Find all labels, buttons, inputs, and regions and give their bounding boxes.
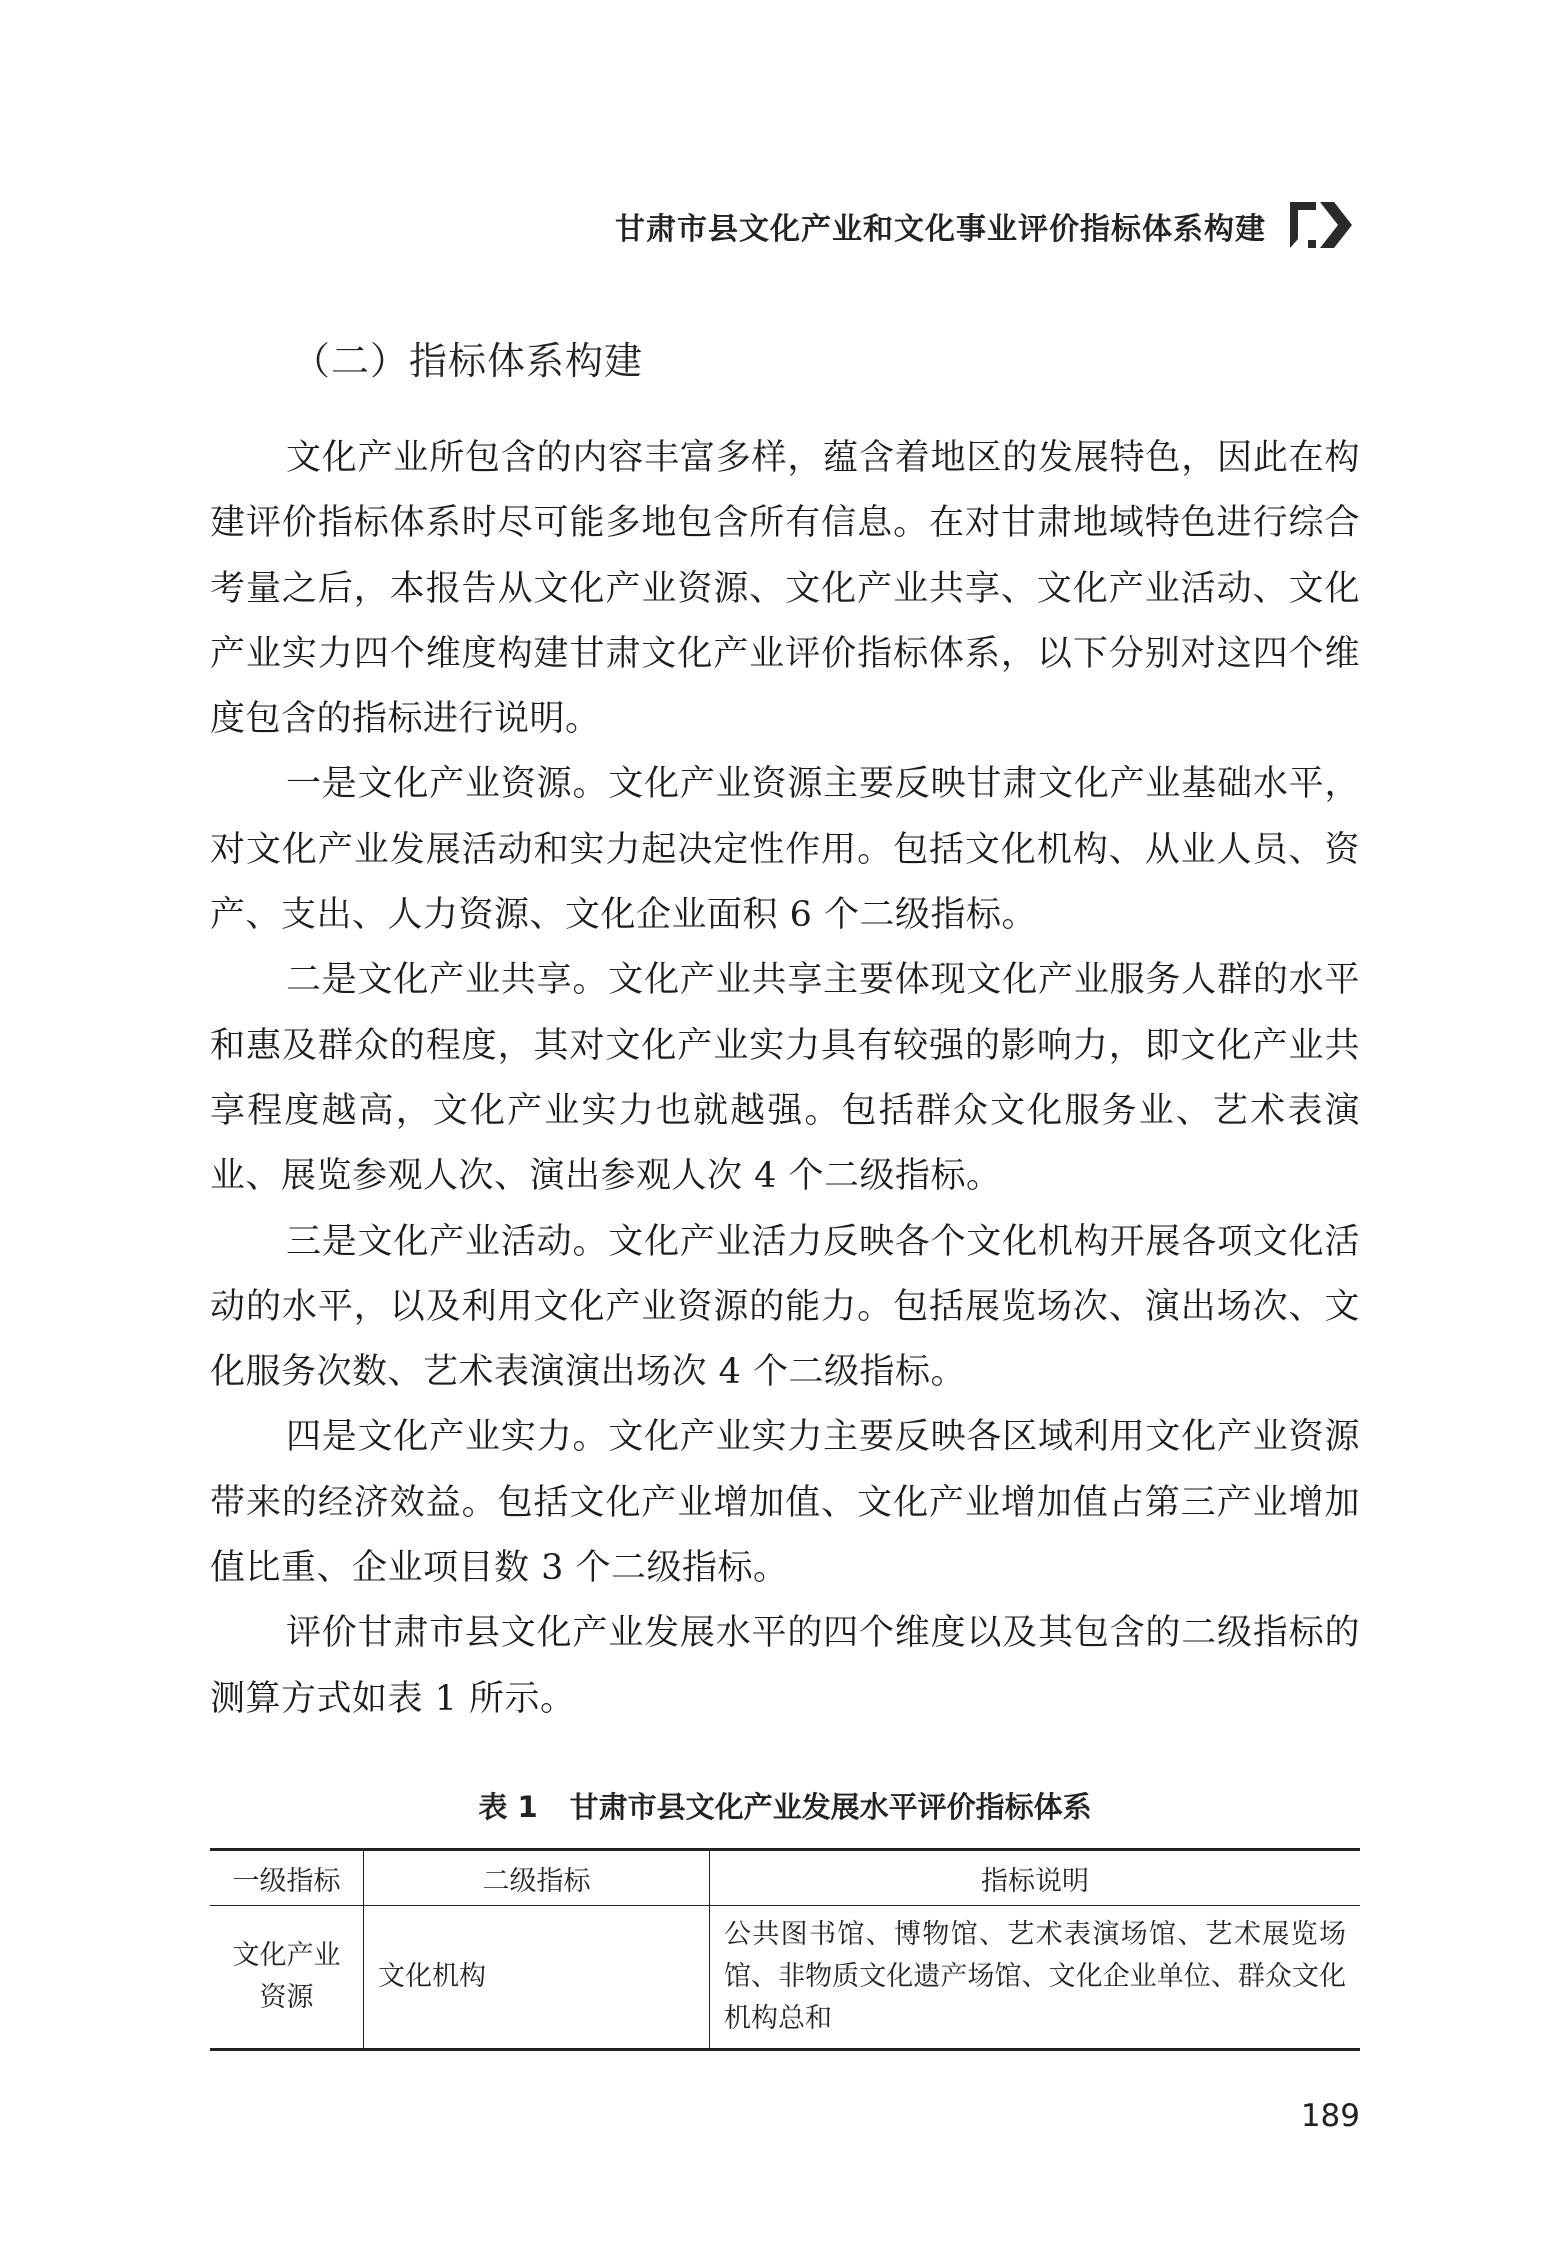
table-caption xyxy=(210,1785,1360,1826)
table-block xyxy=(210,1785,1360,2051)
body-text xyxy=(210,426,1360,1732)
section-heading: （二）指标体系构建 xyxy=(292,339,644,383)
running-title: 甘肃市县文化产业和文化事业评价指标体系构建 xyxy=(615,212,1266,247)
cell-level2: 文化机构 xyxy=(364,1906,710,2050)
paragraph-activities: 三是文化产业活动。文化产业活力反映各个文化机构开展各项文化活动的水平，以及利用文化产业资源的能力。包括展览场次、演出场次、文化服务次数、艺术表演演出场次 4 个二级指标。 xyxy=(210,1221,1360,1393)
table-header-row xyxy=(210,1850,1360,1906)
chapter-arrow-icon xyxy=(1286,198,1356,254)
paragraph-sharing: 二是文化产业共享。文化产业共享主要体现文化产业服务人群的水平和惠及群众的程度，其对文化产业实力具有较强的影响力，即文化产业共享程度越高，文化产业实力也就越强。包括群众文化服务业、艺术表演业、展览参观人次、演出参观人次 4 个二级指标。 xyxy=(210,960,1360,1197)
header-level2: 二级指标 xyxy=(364,1850,710,1906)
header-description: 指标说明 xyxy=(710,1850,1361,1906)
paragraph-intro: 文化产业所包含的内容丰富多样，蕴含着地区的发展特色，因此在构建评价指标体系时尽可能多地包含所有信息。在对甘肃地域特色进行综合考量之后，本报告从文化产业资源、文化产业共享、文化产业活动、文化产业实力四个维度构建甘肃文化产业评价指标体系，以下分别对这四个维度包含的指标进行说明。 xyxy=(210,438,1360,740)
table-caption-title: 甘肃市县文化产业发展水平评价指标体系 xyxy=(569,1790,1092,1824)
paragraph-resources: 一是文化产业资源。文化产业资源主要反映甘肃文化产业基础水平，对文化产业发展活动和实力起决定性作用。包括文化机构、从业人员、资产、支出、人力资源、文化企业面积 6 个二级指标。 xyxy=(210,764,1360,936)
cell-description: 公共图书馆、博物馆、艺术表演场馆、艺术展览场馆、非物质文化遗产场馆、文化企业单位、群众文化机构总和 xyxy=(710,1906,1361,2050)
page-number: 189 xyxy=(1300,2098,1360,2134)
paragraph-strength: 四是文化产业实力。文化产业实力主要反映各区域利用文化产业资源带来的经济效益。包括文化产业增加值、文化产业增加值占第三产业增加值比重、企业项目数 3 个二级指标。 xyxy=(210,1417,1360,1589)
table-caption-number: 表 1 xyxy=(478,1790,538,1824)
running-header xyxy=(200,198,1356,254)
table-row xyxy=(210,1906,1360,2050)
paragraph-table-reference: 评价甘肃市县文化产业发展水平的四个维度以及其包含的二级指标的测算方式如表 1 所示。 xyxy=(210,1613,1360,1719)
header-level1: 一级指标 xyxy=(210,1850,364,1906)
indicator-table xyxy=(210,1848,1360,2051)
cell-level1: 文化产业资源 xyxy=(210,1906,364,2050)
